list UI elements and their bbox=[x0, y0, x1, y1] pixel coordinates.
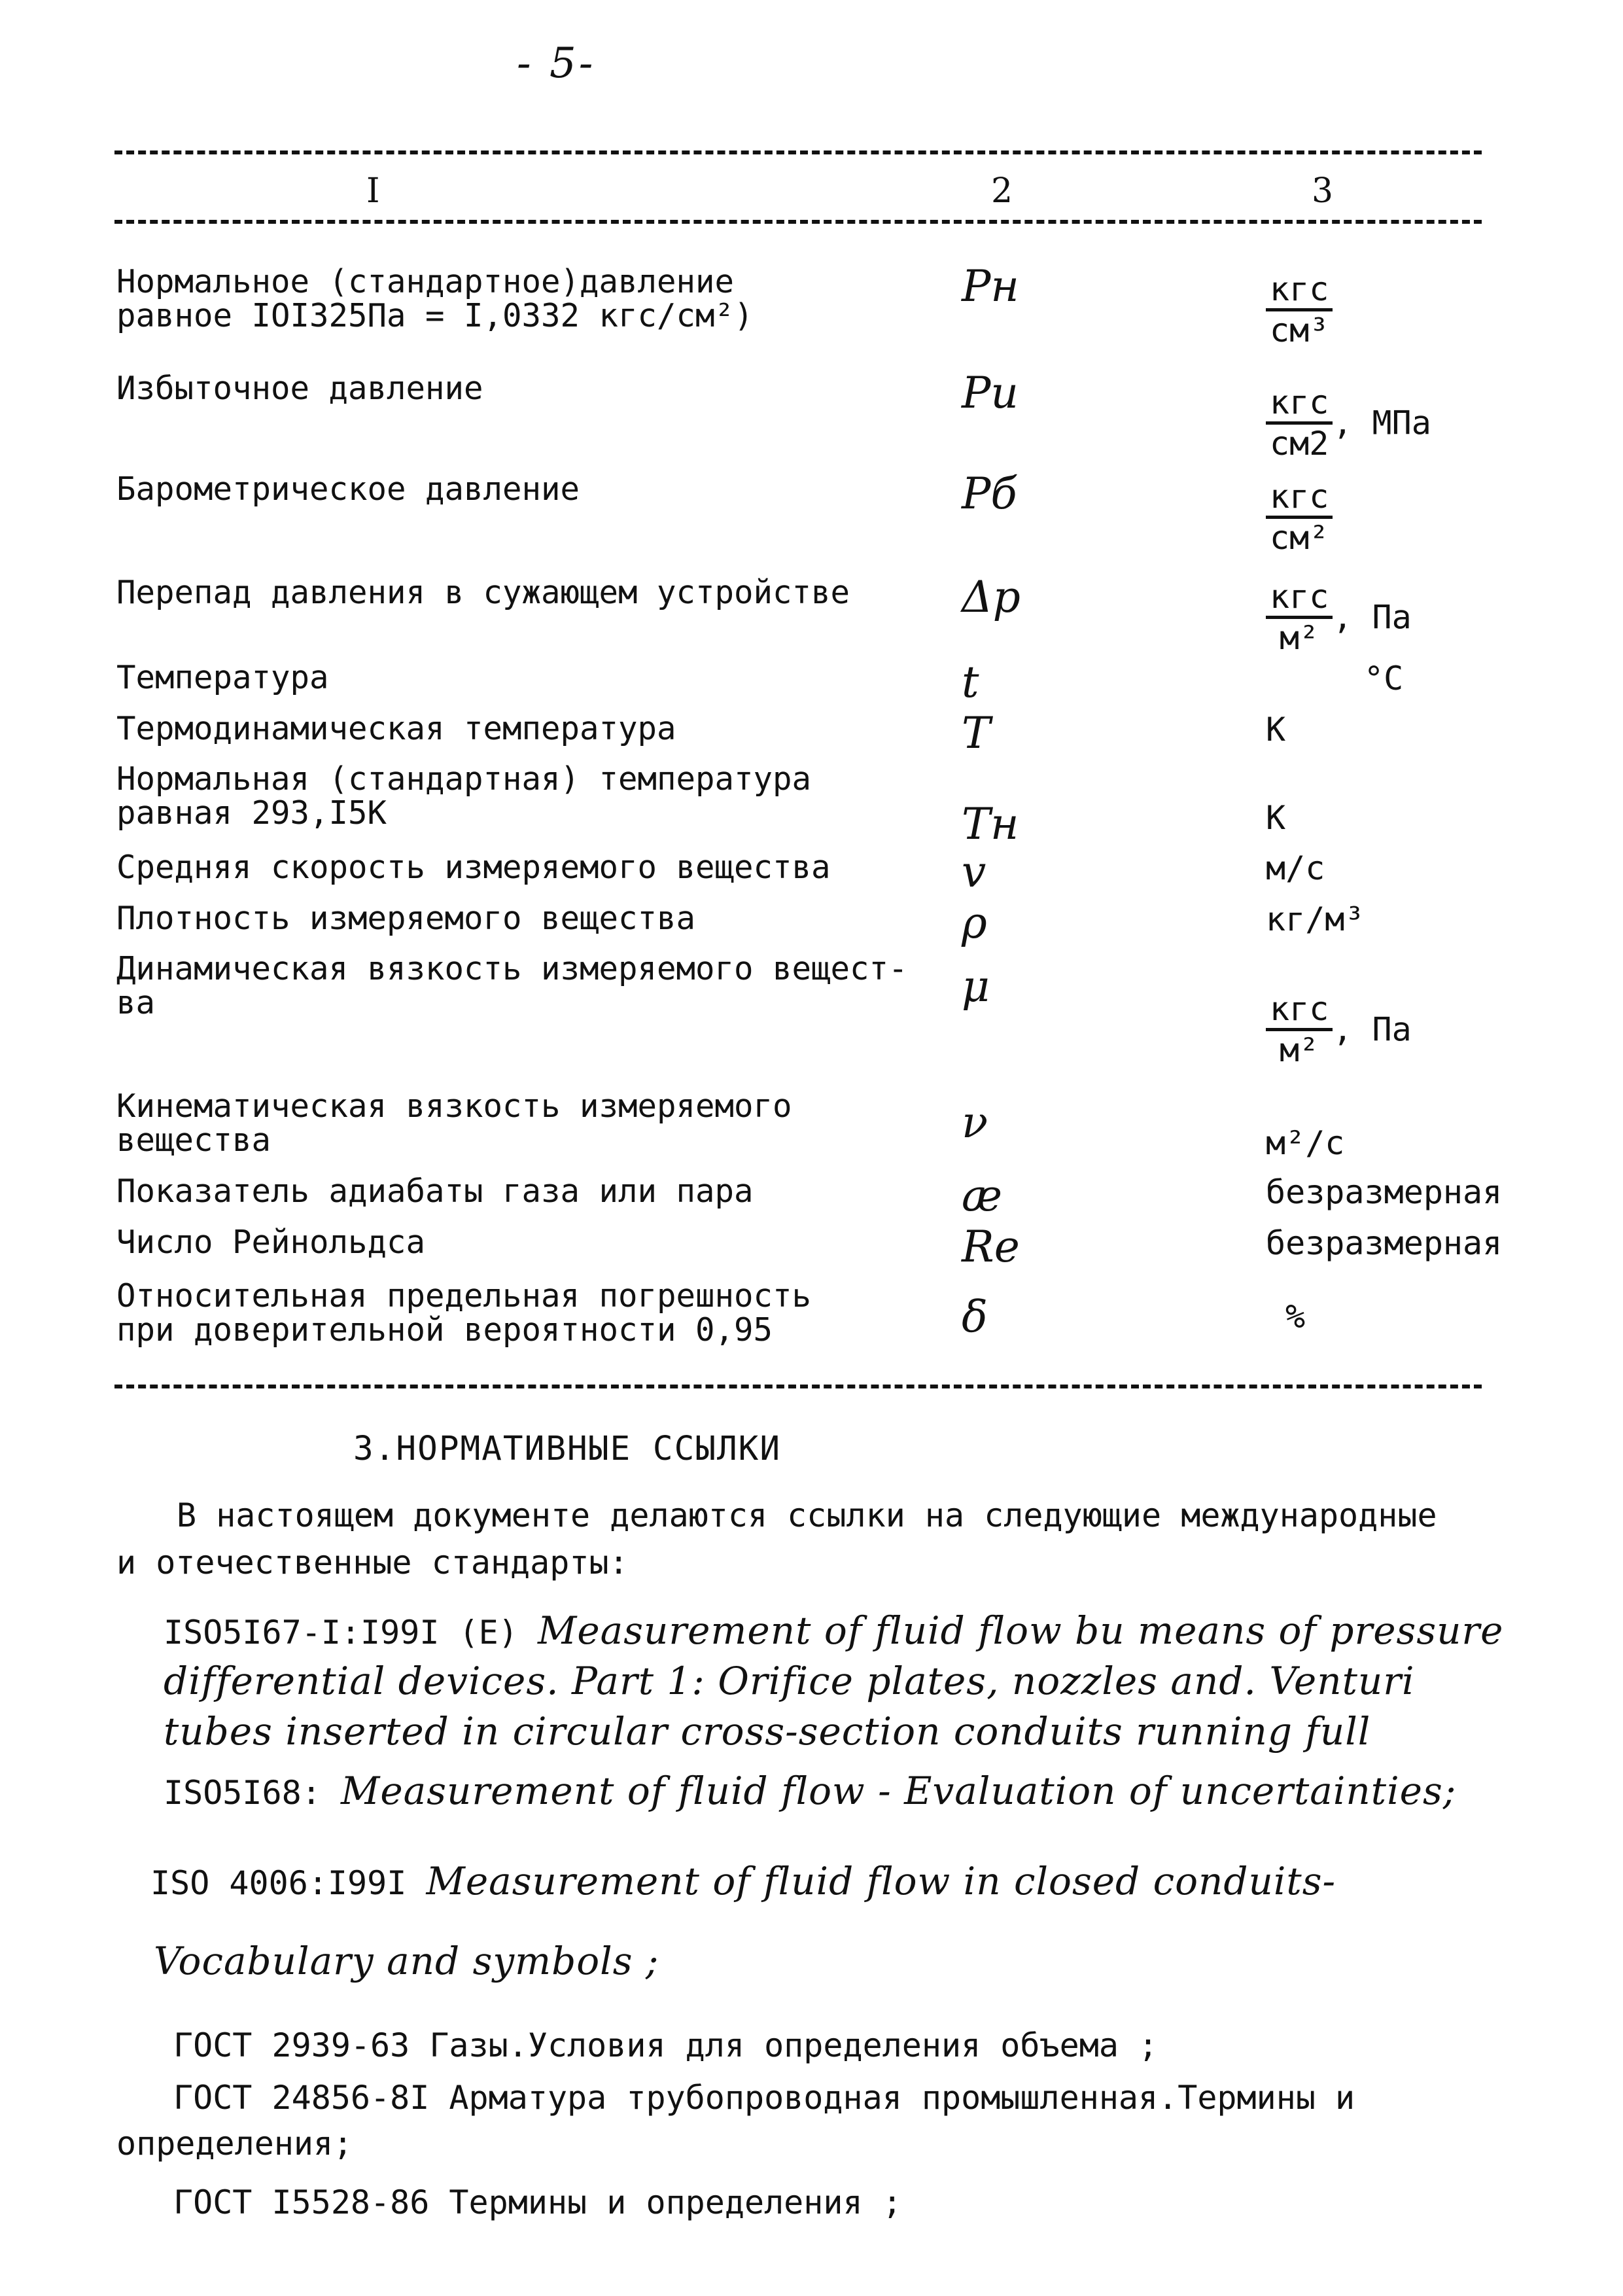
gost-2939: ГОСТ 2939-63 Газы.Условия для определения объема ; bbox=[173, 2026, 1159, 2064]
quantity-name: Нормальная (стандартная) температура равная 293,I5K bbox=[116, 760, 812, 832]
quantity-unit: кг/м³ bbox=[1266, 900, 1365, 938]
gost-24856: ГОСТ 24856-8I Арматура трубопроводная промышленная.Термины и bbox=[173, 2079, 1355, 2117]
intro-line-2: и отечественные стандарты: bbox=[116, 1544, 629, 1581]
quantity-symbol: Pн bbox=[962, 261, 1019, 311]
quantity-unit: K bbox=[1266, 711, 1286, 749]
unit-numerator: кгс bbox=[1266, 991, 1333, 1031]
unit-suffix: , Па bbox=[1333, 598, 1412, 637]
unit-denominator: см² bbox=[1270, 519, 1329, 557]
quantity-name: Динамическая вязкость измеряемого вещест- ва bbox=[116, 950, 908, 1021]
unit-denominator: см³ bbox=[1270, 311, 1329, 349]
column-header-3: 3 bbox=[1312, 171, 1334, 211]
quantity-unit: м/с bbox=[1266, 849, 1325, 887]
quantity-name: Термодинамическая температура bbox=[116, 710, 676, 747]
quantity-name: Избыточное давление bbox=[116, 370, 483, 407]
reference-title: Vocabulary and symbols ; bbox=[154, 1939, 659, 1983]
gost-24856-cont: определения; bbox=[116, 2125, 353, 2163]
quantity-name: Относительная предельная погрешность при доверительной вероятности 0,95 bbox=[116, 1277, 812, 1349]
quantity-unit bbox=[1266, 991, 1541, 1068]
quantity-symbol: ρ bbox=[962, 898, 987, 948]
reference-code: ISO 4006:I99I bbox=[150, 1864, 407, 1902]
table-top-rule bbox=[114, 150, 1482, 154]
reference-title: Measurement of fluid flow bu means of pressure differential devices. Part 1: Orifice plates, nozzles and. Venturi tubes inserted in circular cross-section conduits running full bbox=[164, 1608, 1504, 1754]
quantity-unit: безразмерная bbox=[1266, 1224, 1503, 1262]
gost-15528: ГОСТ I5528-86 Термины и определения ; bbox=[173, 2183, 902, 2221]
quantity-symbol: T bbox=[962, 708, 991, 758]
quantity-symbol: Re bbox=[962, 1222, 1020, 1272]
quantity-symbol: ν bbox=[962, 1097, 988, 1148]
unit-numerator: кгс bbox=[1266, 479, 1333, 519]
quantity-name: Нормальное (стандартное)давление равное IOI325Па = I,0332 кгс/см²) bbox=[116, 263, 754, 334]
column-header-1: I bbox=[366, 171, 380, 211]
quantity-unit bbox=[1266, 272, 1541, 348]
quantity-name: Число Рейнольдса bbox=[116, 1224, 426, 1261]
reference-iso5167 bbox=[164, 1606, 1505, 1757]
table-bottom-rule bbox=[114, 1385, 1482, 1388]
quantity-symbol: æ bbox=[962, 1171, 1003, 1221]
quantity-name: Температура bbox=[116, 659, 329, 696]
section-title: 3.НОРМАТИВНЫЕ ССЫЛКИ bbox=[353, 1430, 782, 1468]
table-header-rule bbox=[114, 220, 1482, 224]
unit-numerator: кгс bbox=[1266, 272, 1333, 311]
quantity-name: Перепад давления в сужающем устройстве bbox=[116, 574, 850, 611]
reference-title: Measurement of fluid flow - Evaluation of uncertainties; bbox=[340, 1769, 1457, 1813]
reference-code: ISO5I68: bbox=[164, 1774, 321, 1812]
page-number: - 5- bbox=[517, 39, 596, 88]
unit-suffix: , Па bbox=[1333, 1010, 1412, 1049]
quantity-unit: безразмерная bbox=[1266, 1173, 1503, 1211]
reference-iso4006 bbox=[150, 1857, 1544, 1907]
quantity-name: Показатель адиабаты газа или пара bbox=[116, 1173, 754, 1210]
quantity-unit: °C bbox=[1364, 660, 1404, 698]
unit-denominator: м² bbox=[1280, 619, 1319, 657]
quantity-unit: % bbox=[1285, 1298, 1306, 1335]
quantity-name: Плотность измеряемого вещества bbox=[116, 900, 696, 937]
unit-denominator: см2 bbox=[1270, 425, 1329, 463]
quantity-name: Средняя скорость измеряемого вещества bbox=[116, 849, 831, 886]
unit-numerator: кгс bbox=[1266, 579, 1333, 619]
unit-numerator: кгс bbox=[1266, 385, 1333, 425]
quantity-symbol: δ bbox=[962, 1292, 988, 1342]
quantity-symbol: Δp bbox=[962, 572, 1021, 622]
quantity-symbol: Pи bbox=[962, 368, 1019, 418]
quantity-symbol: Tн bbox=[962, 799, 1019, 849]
unit-denominator: м² bbox=[1280, 1031, 1319, 1069]
unit-suffix: , МПа bbox=[1333, 404, 1431, 442]
quantity-unit bbox=[1266, 385, 1541, 461]
reference-iso4006-cont bbox=[154, 1937, 1547, 1987]
column-header-2: 2 bbox=[991, 171, 1013, 211]
quantity-symbol: Pб bbox=[962, 468, 1017, 519]
quantity-name: Кинематическая вязкость измеряемого вещества bbox=[116, 1087, 792, 1159]
intro-line-1: В настоящем документе делаются ссылки на следующие международные bbox=[177, 1496, 1437, 1534]
quantity-unit bbox=[1266, 479, 1541, 556]
quantity-symbol: t bbox=[962, 657, 979, 707]
reference-title: Measurement of fluid flow in closed conduits- bbox=[426, 1859, 1336, 1903]
quantity-unit bbox=[1266, 579, 1541, 656]
reference-code: ISO5I67-I:I99I (E) bbox=[164, 1614, 518, 1651]
quantity-symbol: μ bbox=[962, 961, 990, 1012]
quantity-unit: м²/с bbox=[1266, 1124, 1345, 1162]
quantity-symbol: v bbox=[962, 847, 986, 897]
quantity-name: Барометрическое давление bbox=[116, 470, 580, 508]
quantity-unit: K bbox=[1266, 799, 1286, 837]
reference-iso5168 bbox=[164, 1767, 1557, 1817]
